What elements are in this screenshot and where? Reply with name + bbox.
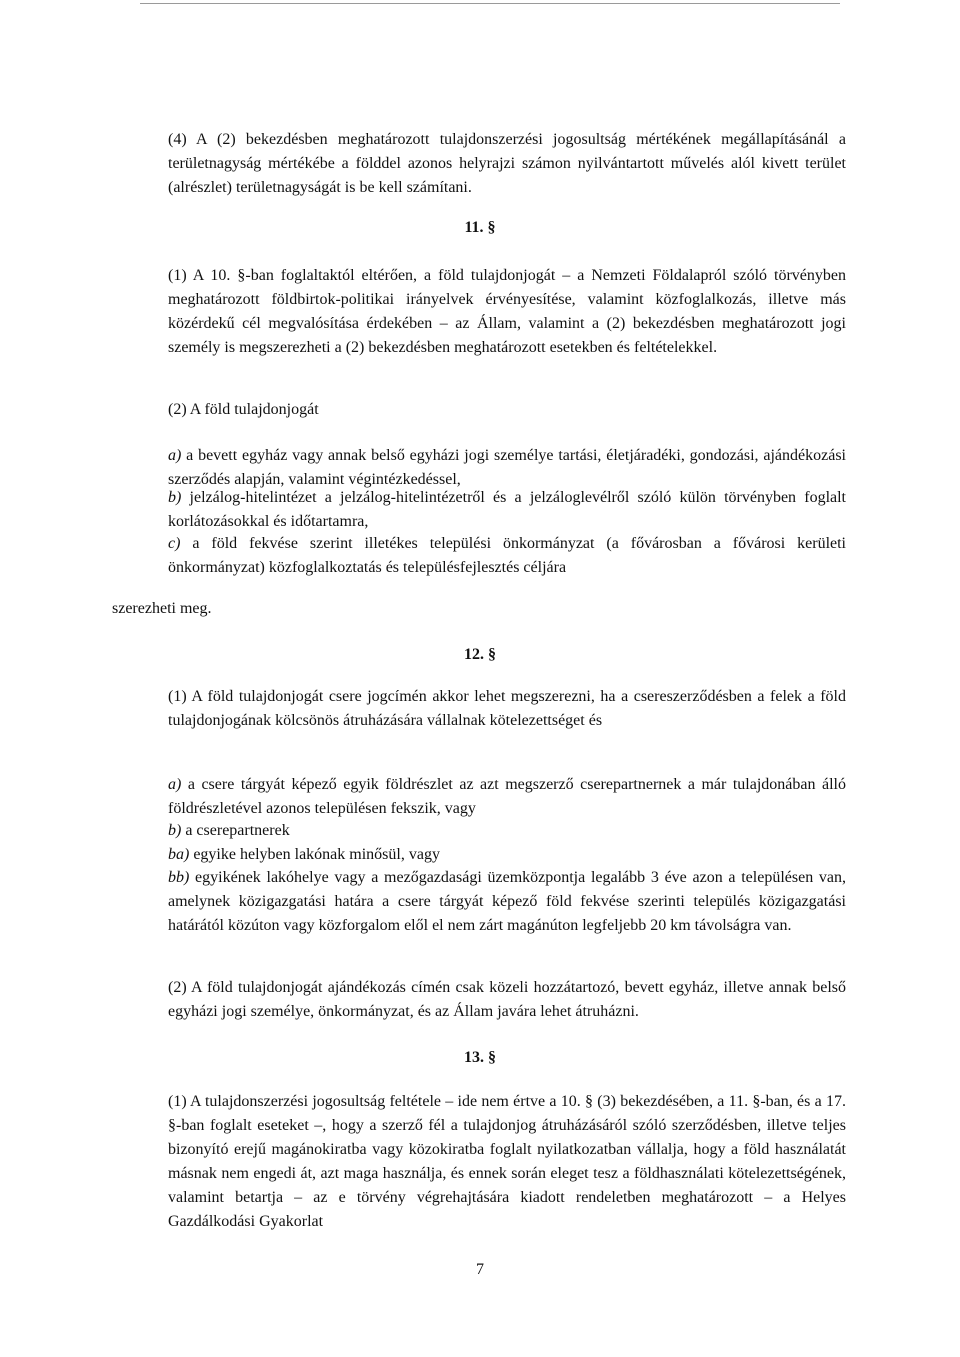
paragraph-text: (2) A föld tulajdonjogát ajándékozás címén csak közeli hozzátartozó, bevett egyház, illetve annak belső egyházi jogi személye, önkormányzat, és az Állam javára lehet átruházni. <box>168 979 846 1020</box>
item-label: b) <box>168 489 182 506</box>
list-item <box>112 866 846 938</box>
section-11-point-b <box>112 486 846 534</box>
section-11-paragraph-2-intro <box>112 398 846 422</box>
item-text: egyikének lakóhelye vagy a mezőgazdasági üzemközpontja legalább 3 éve azon a településen van, amelynek közigazgatási határa a csere tárgyát képező föld fekvése szerinti település közigazgatási határától közúton vagy közforgalom elől el nem zárt magánúton legfeljebb 20 km távolságra van. <box>168 869 847 934</box>
item-label: a) <box>168 447 182 464</box>
paragraph-text: (1) A 10. §-ban foglaltaktól eltérően, a föld tulajdonjogát – a Nemzeti Földalapról szóló törvényben meghatározott földbirtok-politikai irányelvek érvényesítése, valamint közfoglalkozás, illetve más közérdekű cél megvalósítása érdekében – az Állam, valamint a (2) bekezdésben meghatározott jogi személy is megszerezheti a (2) bekezdésben meghatározott esetekben és feltételekkel. <box>168 267 846 356</box>
paragraph-text: (1) A tulajdonszerzési jogosultság feltétele – ide nem értve a 10. § (3) bekezdésében, a 11. §-ban, és a 17. §-ban foglalt eseteket –, hogy a szerző fél a tulajdonjog átruházásáról szóló szerződésben, illetve teljes bizonyító erejű magánokiratba vagy közokiratba foglalt nyilatkozatban vállalja, hogy a föld használatát másnak nem engedi át, azt maga használja, és ennek során eleget tesz a földhasználati kötelezettségének, valamint betartja – az e törvény végrehajtására kiadott rendeletben meghatározott – a Helyes Gazdálkodási Gyakorlat <box>168 1093 846 1230</box>
paragraph-text: (1) A föld tulajdonjogát csere jogcímén akkor lehet megszerezni, ha a csereszerződésben a felek a föld tulajdonjogának kölcsönös átruházására vállalnak kötelezettséget és <box>168 688 846 729</box>
item-text: a föld fekvése szerint illetékes települési önkormányzat (a fővárosban a fővárosi kerületi önkormányzat) közfoglalkoztatás és településfejlesztés céljára <box>168 535 847 576</box>
list-item <box>112 532 846 580</box>
section-12-point-b <box>112 819 846 843</box>
section-12-point-ba <box>112 843 846 867</box>
list-item <box>112 843 846 867</box>
section-11-paragraph-1 <box>112 264 846 360</box>
list-item <box>112 773 846 821</box>
section-12-paragraph-1 <box>112 685 846 733</box>
section-11-heading: 11. § <box>464 219 496 236</box>
item-label: a) <box>168 776 182 793</box>
section-12-point-bb <box>112 866 846 938</box>
section-11-closing <box>112 597 846 621</box>
paragraph-text: (2) A föld tulajdonjogát <box>168 401 319 418</box>
section-11-point-a <box>112 444 846 492</box>
item-label: bb) <box>168 869 190 886</box>
item-text: a csere tárgyát képező egyik földrészlet az azt megszerző cserepartnernek a már tulajdonában álló földrészletével azonos településen fekszik, vagy <box>168 776 847 817</box>
section-11-point-c <box>112 532 846 580</box>
item-label: ba) <box>168 846 190 863</box>
section-12-point-a <box>112 773 846 821</box>
item-text: egyike helyben lakónak minősül, vagy <box>193 846 440 863</box>
section-10-paragraph-4 <box>112 128 846 200</box>
item-text: jelzálog-hitelintézet a jelzálog-hitelintézetről és a jelzáloglevélről szóló külön törvényben foglalt korlátozásokkal és időtartamra, <box>168 489 846 530</box>
list-item <box>112 444 846 492</box>
item-text: a bevett egyház vagy annak belső egyházi jogi személye tartási, életjáradéki, gondozási, ajándékozási szerződés alapján, valamint végintézkedéssel, <box>168 447 847 488</box>
section-12-heading: 12. § <box>464 646 496 663</box>
page-number: 7 <box>476 1261 484 1278</box>
paragraph-text: (4) A (2) bekezdésben meghatározott tulajdonszerzési jogosultság mértékének megállapításánál a területnagyság mértékébe a földdel azonos helyrajzi számon nyilvántartott művelés alól kivett terület (alrészlet) területnagyságát is be kell számítani. <box>168 131 846 196</box>
section-13-heading: 13. § <box>464 1049 496 1066</box>
item-text: a cserepartnerek <box>185 822 290 839</box>
item-label: c) <box>168 535 181 552</box>
list-item <box>112 486 846 534</box>
section-13-paragraph-1 <box>112 1090 846 1234</box>
section-12-paragraph-2 <box>112 976 846 1024</box>
list-item <box>112 819 846 843</box>
paragraph-text: szerezheti meg. <box>112 600 212 617</box>
item-label: b) <box>168 822 182 839</box>
